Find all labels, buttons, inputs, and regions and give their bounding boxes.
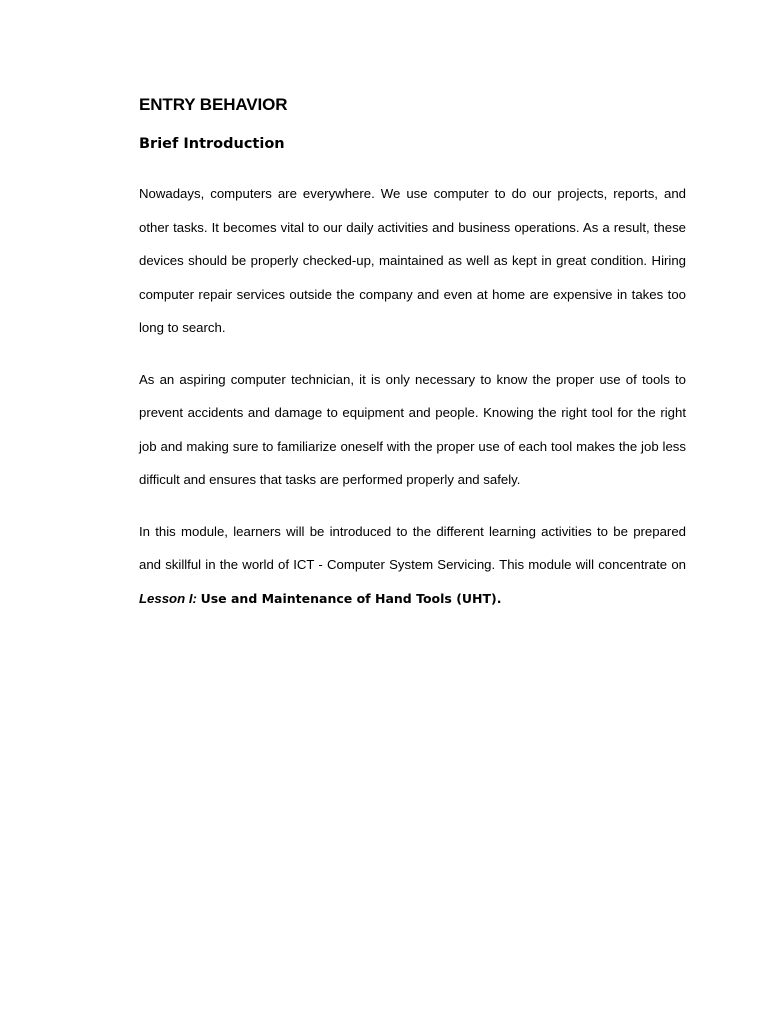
page-title: ENTRY BEHAVIOR — [139, 95, 288, 114]
lesson-title: Use and Maintenance of Hand Tools (UHT). — [200, 590, 502, 606]
section-subtitle: Brief Introduction — [139, 136, 285, 152]
paragraph-intro: Nowadays, computers are everywhere. We use computer to do our projects, reports, and other tasks. It becomes vital to our daily activities and business operations. As a result, these devices should be properly checked-up, maintained as well as kept in great condition. Hiring computer repair services outside the company and even at home are expensive in takes too long to search. — [139, 186, 686, 335]
paragraph-module — [139, 515, 686, 616]
paragraph-module-text: In this module, learners will be introduced to the different learning activities to be prepared and skillful in the world of ICT - Computer System Servicing. This module will concentrate on — [139, 523, 686, 572]
paragraph-technician: As an aspiring computer technician, it is only necessary to know the proper use of tools to prevent accidents and damage to equipment and people. Knowing the right tool for the right job and making sure to familiarize oneself with the proper use of each tool makes the job less difficult and ensures that tasks are performed properly and safely. — [139, 371, 686, 487]
lesson-label: Lesson I: — [139, 590, 197, 606]
document-content — [139, 92, 686, 615]
